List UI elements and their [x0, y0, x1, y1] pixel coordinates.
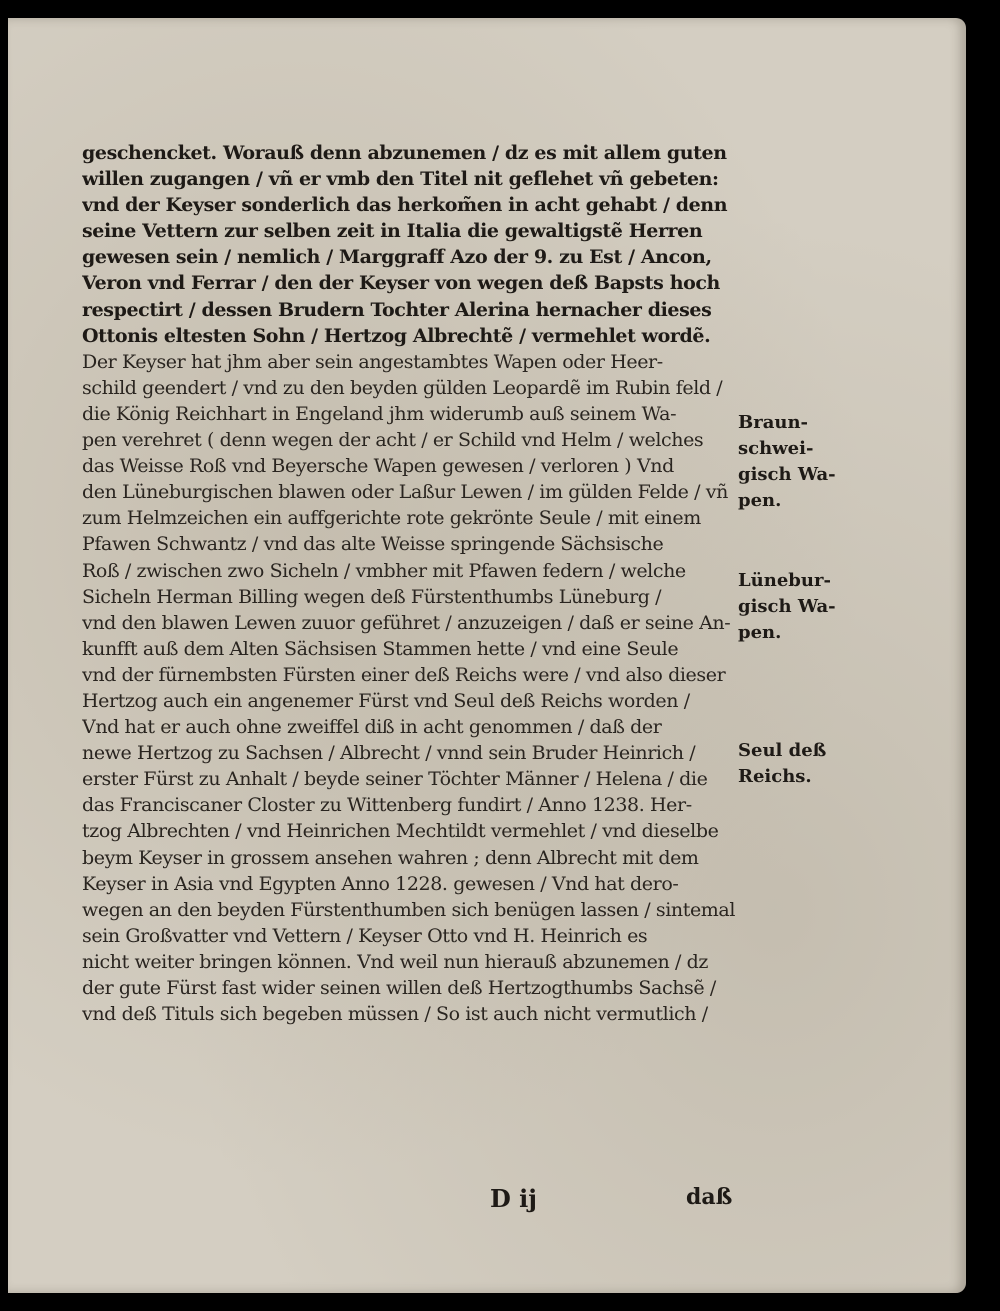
text-line: vnd der fürnembsten Fürsten einer deß Reichs were / vnd also dieser: [82, 663, 726, 686]
text-line: vnd den blawen Lewen zuuor geführet / anzuzeigen / daß er seine An-: [82, 611, 731, 634]
text-line: willen zugangen / vñ er vmb den Titel nit geflehet vñ gebeten:: [82, 168, 719, 191]
document-page: [8, 18, 966, 1293]
text-line: die König Reichhart in Engeland jhm widerumb auß seinem Wa-: [82, 402, 677, 425]
text-line: zum Helmzeichen ein auffgerichte rote gekrönte Seule / mit einem: [82, 507, 701, 530]
text-line: sein Großvatter vnd Vettern / Keyser Otto vnd H. Heinrich es: [82, 924, 648, 947]
text-line: respectirt / dessen Brudern Tochter Alerina hernacher dieses: [82, 298, 712, 321]
text-line: kunfft auß dem Alten Sächsisen Stammen hette / vnd eine Seule: [82, 637, 679, 660]
text-line: nicht weiter bringen können. Vnd weil nun hierauß abzunemen / dz: [82, 950, 708, 973]
text-line: Roß / zwischen zwo Sicheln / vmbher mit Pfawen federn / welche: [82, 559, 686, 582]
text-line: Vnd hat er auch ohne zweiffel diß in acht genommen / daß der: [82, 716, 662, 739]
text-line: pen verehret ( denn wegen der acht / er Schild vnd Helm / welches: [82, 429, 704, 452]
text-line: schild geendert / vnd zu den beyden gülden Leopardẽ im Rubin feld /: [82, 376, 723, 399]
text-line: geschencket. Worauß denn abzunemen / dz es mit allem guten: [82, 142, 727, 164]
margin-note-seul: Seul deß Reichs.: [738, 740, 827, 787]
text-line: newe Hertzog zu Sachsen / Albrecht / vnnd sein Bruder Heinrich /: [82, 742, 696, 765]
text-line: das Franciscaner Closter zu Wittenberg fundirt / Anno 1238. Her-: [82, 794, 692, 817]
signature-mark: D ij: [490, 1184, 537, 1213]
text-line: Sicheln Herman Billing wegen deß Fürstenthumbs Lüneburg /: [82, 585, 662, 608]
margin-note-braunschweig: Braun- schwei- gisch Wa- pen.: [738, 412, 836, 511]
text-line: seine Vettern zur selben zeit in Italia die gewaltigstẽ Herren: [82, 220, 703, 243]
text-line: Hertzog auch ein angenemer Fürst vnd Seul deß Reichs worden /: [82, 689, 690, 712]
text-line: Veron vnd Ferrar / den der Keyser von wegen deß Bapsts hoch: [82, 272, 720, 295]
body-text: [82, 140, 742, 1027]
text-line: vnd deß Tituls sich begeben müssen / So ist auch nicht vermutlich /: [82, 1003, 708, 1026]
text-line: erster Fürst zu Anhalt / beyde seiner Töchter Männer / Helena / die: [82, 768, 708, 791]
text-line: vnd der Keyser sonderlich das herkom̃en in acht gehabt / denn: [82, 194, 728, 217]
text-line: Pfawen Schwantz / vnd das alte Weisse springende Sächsische: [82, 533, 664, 556]
text-line: den Lüneburgischen blawen oder Laßur Lewen / im gülden Felde / vñ: [82, 481, 728, 504]
catchword: daß: [686, 1184, 733, 1210]
text-line: das Weisse Roß vnd Beyersche Wapen gewesen / verloren ) Vnd: [82, 455, 674, 478]
page-footer: [8, 1184, 966, 1214]
text-line: gewesen sein / nemlich / Marggraff Azo der 9. zu Est / Ancon,: [82, 246, 712, 269]
text-line: beym Keyser in grossem ansehen wahren ; denn Albrecht mit dem: [82, 846, 699, 869]
text-line: tzog Albrechten / vnd Heinrichen Mechtildt vermehlet / vnd dieselbe: [82, 820, 719, 843]
text-line: Der Keyser hat jhm aber sein angestambtes Wapen oder Heer-: [82, 350, 663, 373]
text-line: der gute Fürst fast wider seinen willen deß Hertzogthumbs Sachsẽ /: [82, 977, 716, 999]
margin-note-lueneburg: Lünebur- gisch Wa- pen.: [738, 570, 836, 643]
text-line: wegen an den beyden Fürstenthumben sich benügen lassen / sintemal: [82, 898, 736, 921]
text-line: Ottonis eltesten Sohn / Hertzog Albrechtẽ / vermehlet wordẽ.: [82, 324, 711, 347]
text-line: Keyser in Asia vnd Egypten Anno 1228. gewesen / Vnd hat dero-: [82, 872, 679, 895]
